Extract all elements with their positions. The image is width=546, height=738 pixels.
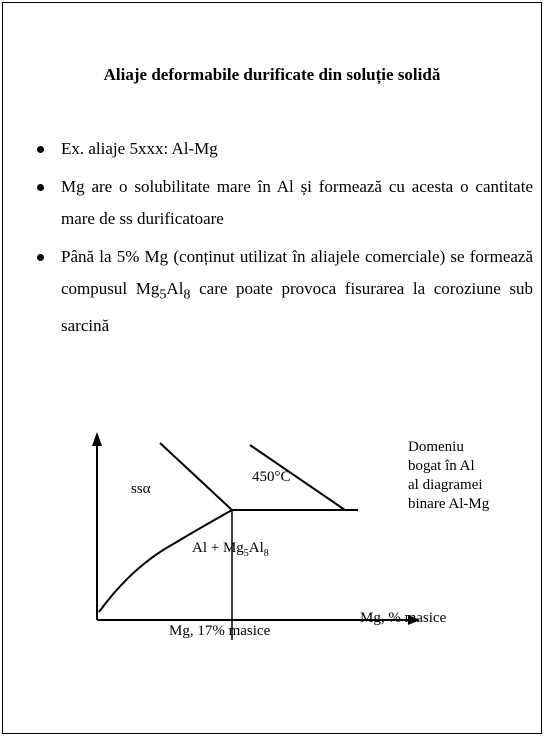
- y-axis-arrow-icon: [92, 432, 102, 446]
- legend-line: Domeniu: [408, 439, 464, 455]
- composition-mark-label: Mg, 17% masice: [169, 623, 271, 639]
- bullet-text-part: Până la 5% Mg (conținut utilizat în aliajele comerciale) se formează compusul Mg: [61, 247, 533, 298]
- bullet-text-part: care poate provoca fisurarea la coroziune sub sarcină: [61, 279, 533, 336]
- bullet-text: Mg are o solubilitate mare în Al și formează cu acesta o cantitate mare de ss durificatoare: [61, 177, 533, 228]
- subscript: 8: [263, 548, 269, 559]
- slide-title: Aliaje deformabile durificate din soluție solidă: [103, 65, 441, 84]
- subscript: 5: [243, 548, 249, 559]
- legend-line: bogat în Al: [408, 458, 475, 474]
- subscript: 8: [183, 286, 191, 303]
- two-phase-label-part: Al + Mg: [192, 540, 244, 556]
- solvus-curve: [99, 510, 232, 612]
- diagram-legend: [408, 438, 489, 514]
- temperature-label: 450°C: [252, 469, 291, 485]
- region-ss-label: ssα: [131, 481, 151, 497]
- liquidus-line-left: [160, 443, 232, 510]
- bullet-text-part: Al: [166, 279, 184, 298]
- x-axis-label: Mg, % masice: [360, 610, 447, 626]
- two-phase-label-part: Al: [248, 540, 264, 556]
- subscript: 5: [159, 286, 167, 303]
- two-phase-label: [192, 540, 269, 559]
- bullet-text: Ex. aliaje 5xxx: Al-Mg: [61, 139, 218, 158]
- legend-line: al diagramei: [408, 477, 483, 493]
- legend-line: binare Al-Mg: [408, 496, 490, 512]
